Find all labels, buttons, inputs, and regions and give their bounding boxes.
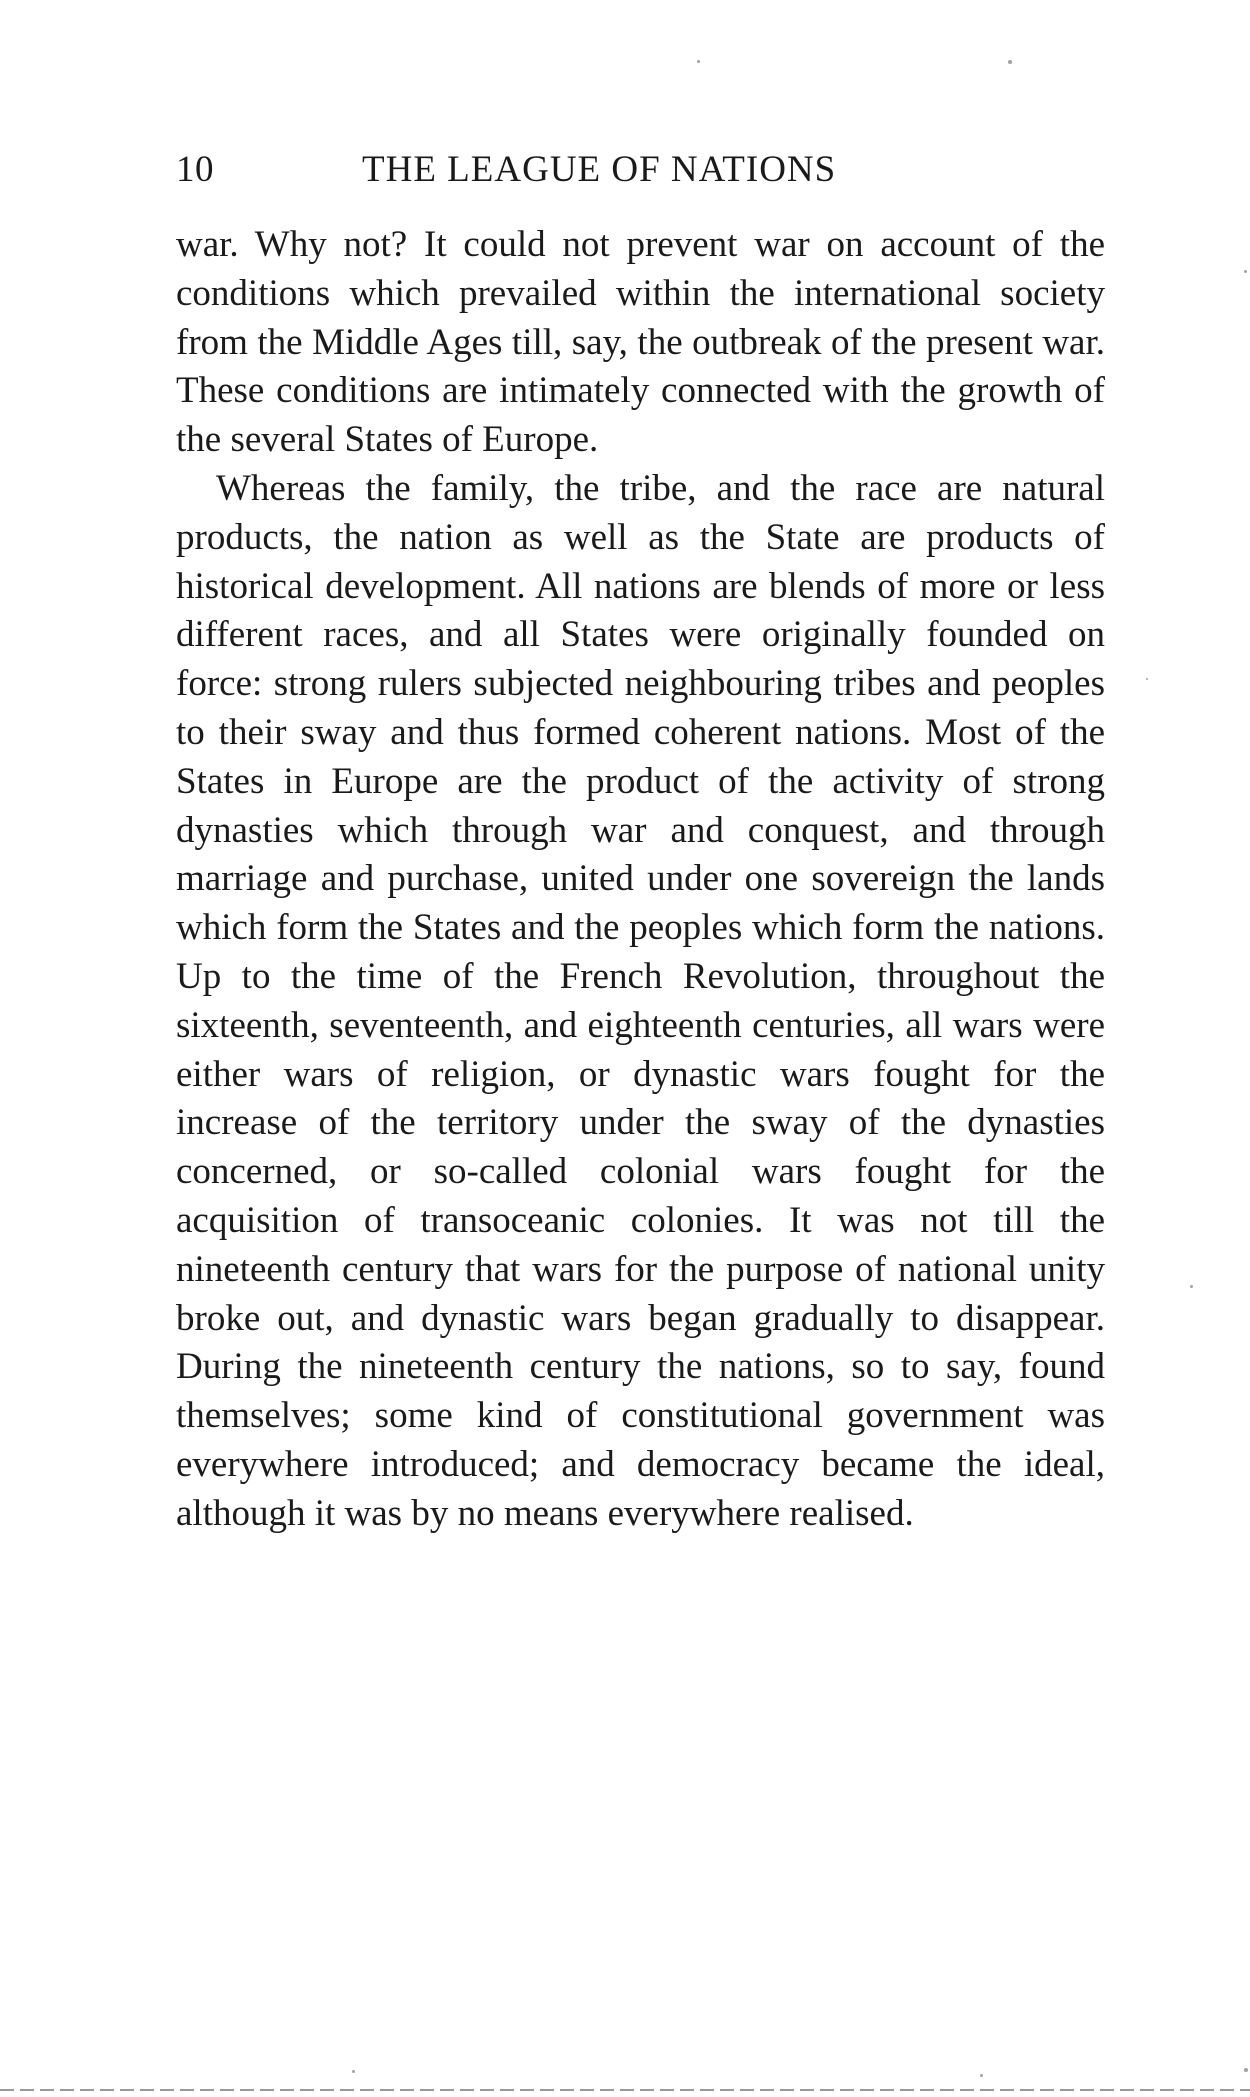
scan-speck — [1244, 2068, 1248, 2072]
scan-speck — [1244, 270, 1247, 273]
scan-speck — [352, 2070, 355, 2073]
page-header — [176, 148, 1106, 200]
scan-speck — [980, 2074, 983, 2077]
scan-speck — [1190, 1285, 1193, 1288]
running-title: THE LEAGUE OF NATIONS — [362, 149, 837, 190]
scan-speck — [1146, 678, 1148, 680]
page-number: 10 — [176, 149, 214, 190]
scan-speck — [1008, 60, 1012, 64]
scan-speck — [697, 60, 700, 63]
paragraph: Whereas the family, the tribe, and the race are natural products, the nation as well as the State are products of historical development. All nations are blends of more or less different races, and all States were originally founded on force: strong rulers subjected neighbouring tribes and peoples to their sway and thus formed coherent nations. Most of the States in Europe are the product of the activity of strong dynasties which through war and conquest, and through marriage and purchase, united under one sovereign the lands which form the States and the peoples which form the nations. Up to the time of the French Revolution, throughout the sixteenth, seventeenth, and eighteenth centuries, all wars were either wars of religion, or dynastic wars fought for the increase of the territory under the sway of the dynasties concerned, or so-called colonial wars fought for the acquisition of transoceanic colonies. It was not till the nineteenth century that wars for the purpose of national unity broke out, and dynastic wars began gradually to disappear. During the nineteenth century the nations, so to say, found themselves; some kind of constitutional government was everywhere introduced; and democracy became the ideal, although it was by no means everywhere realised. — [176, 467, 1105, 1534]
scan-edge-line — [0, 2089, 1250, 2091]
body-text — [176, 221, 1105, 1539]
paragraph-continued: war. Why not? It could not prevent war on account of the conditions which prevailed within the international society from the Middle Ages till, say, the outbreak of the present war. These conditions are intimately connected with the growth of the several States of Europe. — [176, 224, 1105, 461]
